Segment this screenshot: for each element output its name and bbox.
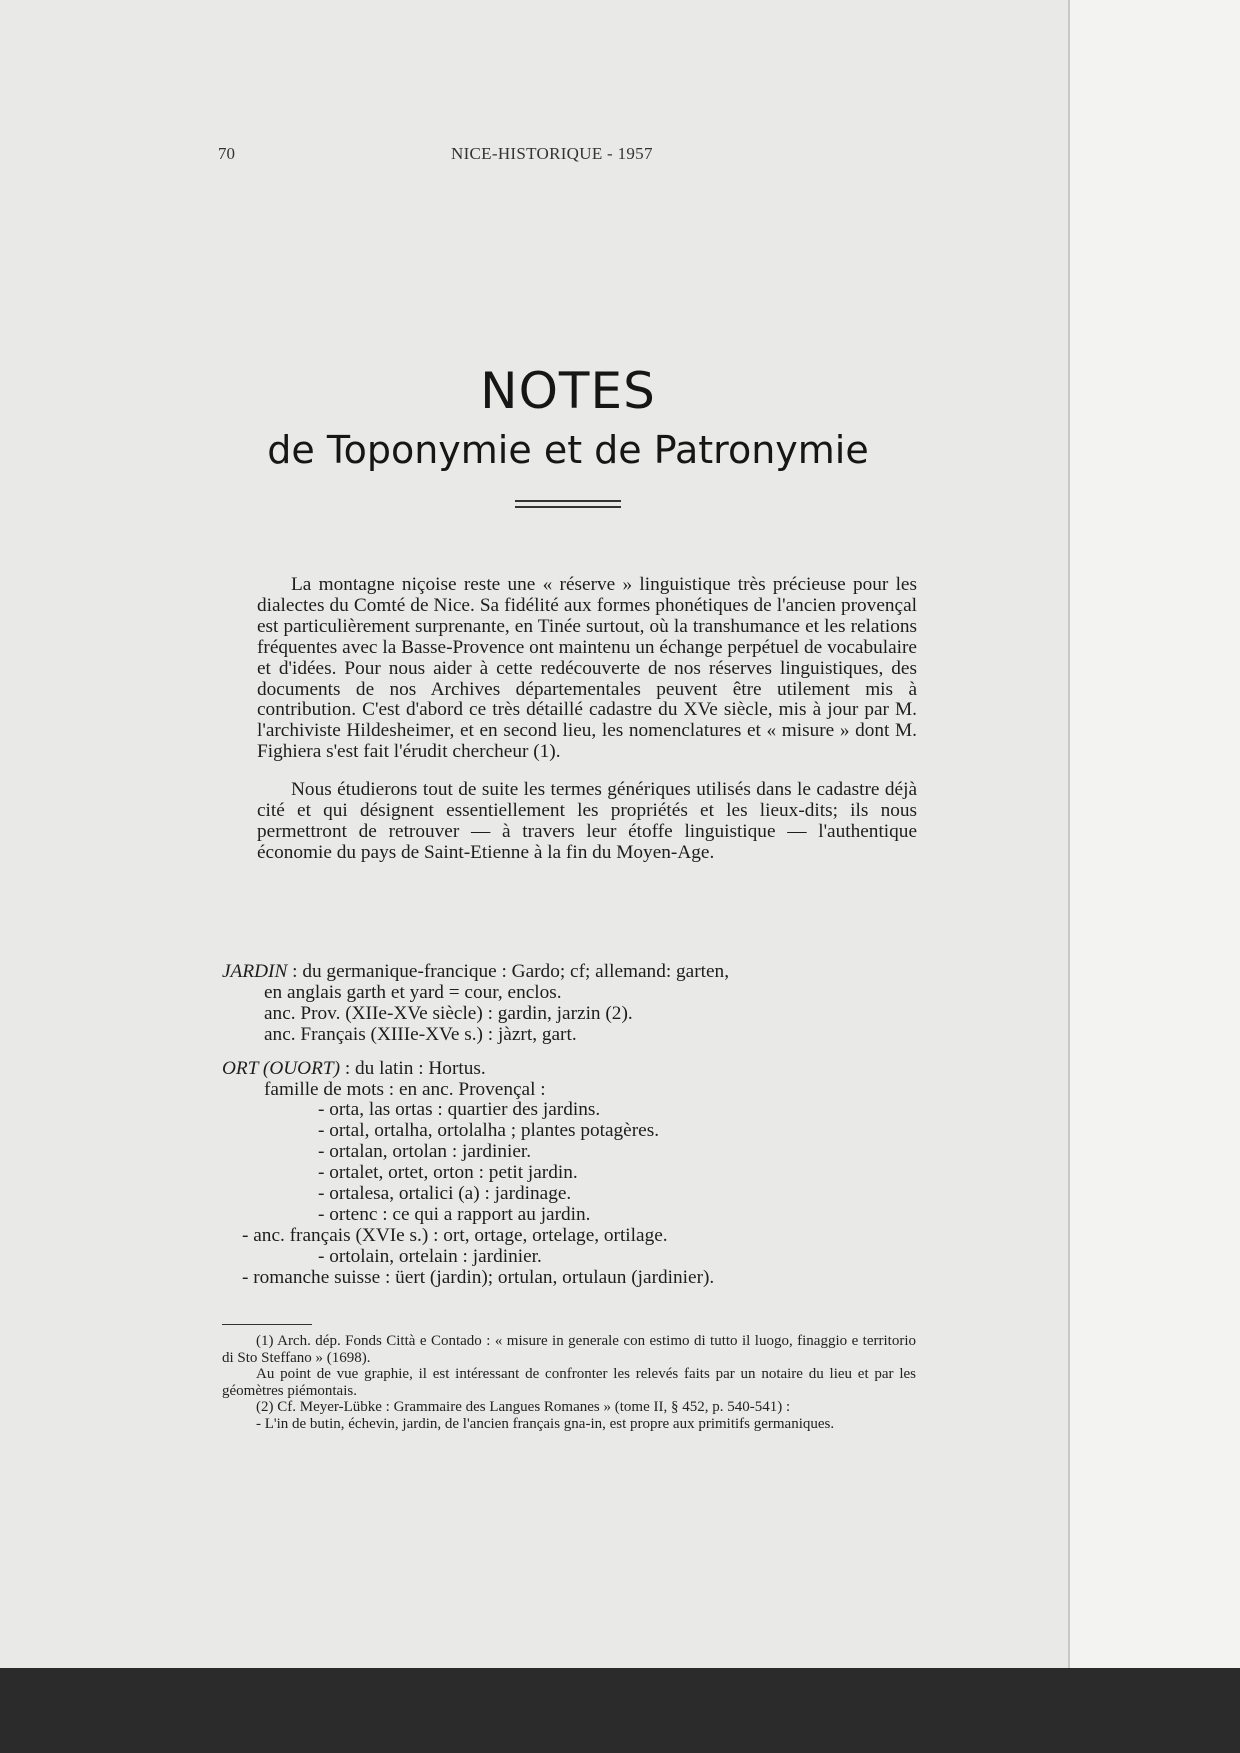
entry-line: famille de mots : en anc. Provençal : — [264, 1078, 546, 1100]
footnote-2-cont: - L'in de butin, échevin, jardin, de l'ancien français gna-in, est propre aux primitifs germaniques. — [256, 1415, 835, 1432]
entry-jardin — [222, 962, 922, 983]
title-double-rule — [515, 500, 621, 508]
word-item: - ortal, ortalha, ortolalha ; plantes potagères. — [318, 1120, 660, 1142]
journal-title: NICE-HISTORIQUE - 1957 — [451, 144, 653, 163]
paragraph-method: Nous étudierons tout de suite les termes génériques utilisés dans le cadastre déjà cité et qui désignent essentiellement les propriétés et les lieux-dits; ils nous permettront de retrouver — à travers leur étoffe linguistique — l'authentique économie du pays de Saint-Etienne à la fin du Moyen-Age. — [257, 779, 917, 863]
paragraph-intro: La montagne niçoise reste une « réserve » linguistique très précieuse pour les dialectes du Comté de Nice. Sa fidélité aux formes phonétiques de l'ancien provençal est particulièrement surprenante, en Tinée surtout, où la transhumance et les relations fréquentes avec la Basse-Provence ont maintenu un échange perpétuel de vocabulaire et d'idées. Pour nous aider à cette redécouverte de nos réserves linguistiques, des documents de nos Archives départementales peuvent être utilement mis à contribution. C'est d'abord ce très détaillé cadastre du XVe siècle, mis à jour par M. l'archiviste Hildesheimer, et en second lieu, les nomenclatures et « misure » dont M. Fighiera s'est fait l'érudit chercheur (1). — [257, 574, 917, 763]
word-item: - ortalet, ortet, orton : petit jardin. — [318, 1162, 578, 1184]
scan-bottom-edge — [0, 1668, 1240, 1753]
entry-line: - anc. français (XVIe s.) : ort, ortage, ortelage, ortilage. — [242, 1224, 668, 1246]
entry-line: - romanche suisse : üert (jardin); ortulan, ortulaun (jardinier). — [242, 1266, 715, 1288]
title-subtitle: de Toponymie et de Patronymie — [267, 428, 869, 472]
word-item: - ortalan, ortolan : jardinier. — [318, 1141, 532, 1163]
entry-line: anc. Prov. (XIIe-XVe siècle) : gardin, jarzin (2). — [264, 1002, 633, 1024]
title-main: NOTES — [480, 362, 656, 420]
footnote-2: (2) Cf. Meyer-Lübke : Grammaire des Langues Romanes » (tome II, § 452, p. 540-541) : — [256, 1399, 791, 1416]
article-title — [0, 360, 1136, 508]
article-body — [257, 575, 917, 864]
entry-line: en anglais garth et yard = cour, enclos. — [264, 981, 562, 1003]
word-item: - orta, las ortas : quartier des jardins. — [318, 1099, 601, 1121]
facing-page-edge — [1068, 0, 1240, 1668]
footnote-1-cont: Au point de vue graphie, il est intéressant de confronter les relevés faits par un notaire du lieu et par les géomètres piémontais. — [222, 1366, 916, 1399]
entry-definition: : du latin : Hortus. — [340, 1057, 486, 1079]
word-item: - ortolain, ortelain : jardinier. — [318, 1245, 542, 1267]
entry-term: ORT (OUORT) — [222, 1057, 341, 1079]
word-item: - ortenc : ce qui a rapport au jardin. — [318, 1203, 591, 1225]
entry-definition: : du germanique-francique : Gardo; cf; allemand: garten, — [287, 961, 730, 982]
entry-ort — [222, 1059, 922, 1080]
footnote-rule — [222, 1324, 312, 1325]
entry-line: anc. Français (XIIIe-XVe s.) : jàzrt, gart. — [264, 1023, 577, 1045]
word-item: - ortalesa, ortalici (a) : jardinage. — [318, 1183, 572, 1205]
entry-term: JARDIN — [222, 961, 288, 982]
footnotes — [222, 1333, 916, 1433]
footnote-1: (1) Arch. dép. Fonds Città e Contado : « misure in generale con estimo di tutto il luogo, finaggio e territorio di Sto Steffano » (1698). — [222, 1333, 916, 1366]
glossary-entries — [222, 962, 922, 1289]
page-number: 70 — [218, 144, 235, 163]
